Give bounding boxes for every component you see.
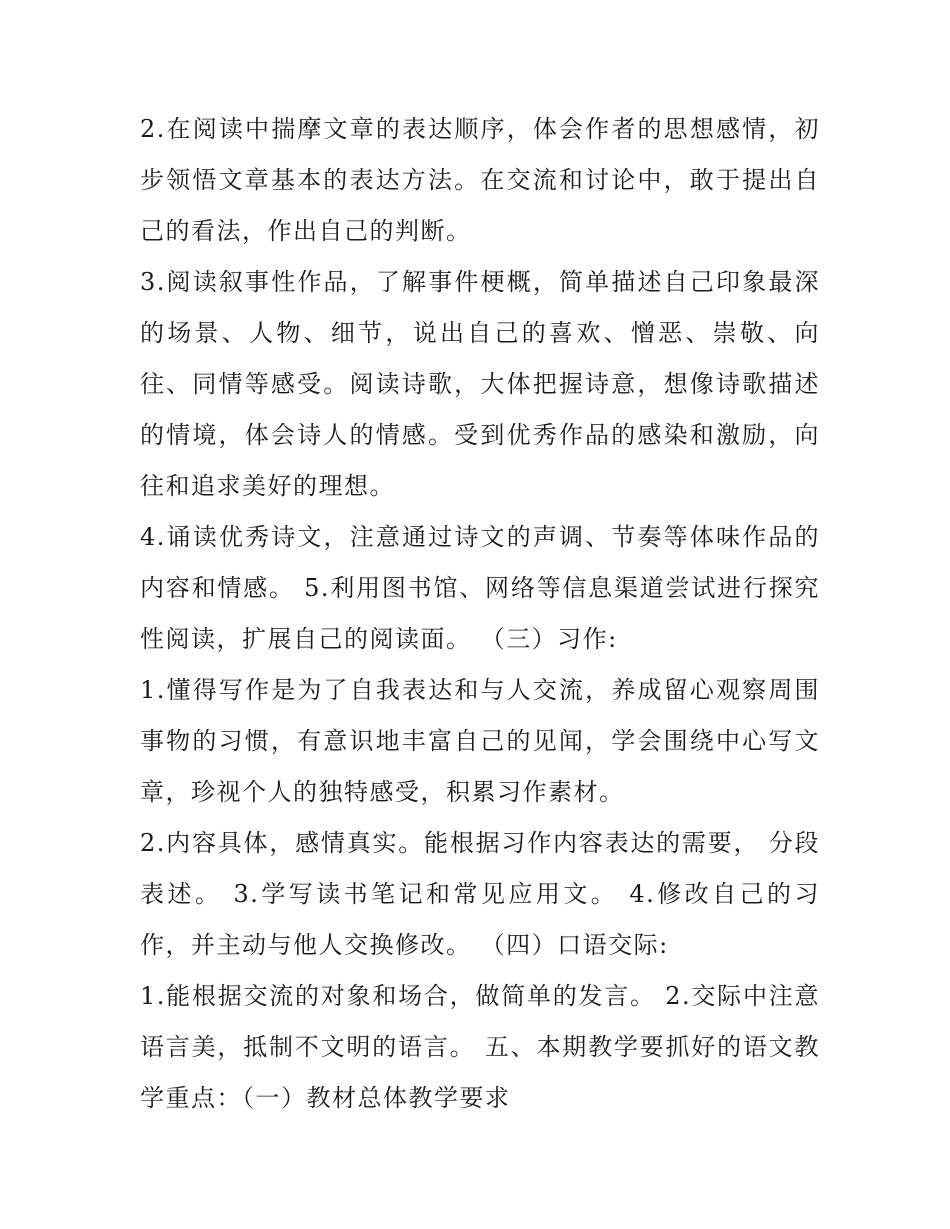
paragraph-writing-content: 2.内容具体，感情真实。能根据习作内容表达的需要， 分段表述。 3.学写读书笔记和常见应用文。 4.修改自己的习作，并主动与他人交换修改。 （四）口语交际: bbox=[140, 829, 820, 959]
paragraph-reading-order: 2.在阅读中揣摩文章的表达顺序，体会作者的思想感情，初步领悟文章基本的表达方法。在交流和讨论中，敢于提出自己的看法，作出自己的判断。 bbox=[140, 115, 820, 245]
document-body bbox=[140, 104, 820, 1124]
paragraph-oral-communication: 1.能根据交流的对象和场合，做简单的发言。 2.交际中注意语言美，抵制不文明的语言。 五、本期教学要抓好的语文教学重点：（一）教材总体教学要求 bbox=[140, 982, 820, 1112]
paragraph-narrative-reading: 3.阅读叙事性作品，了解事件梗概，简单描述自己印象最深的场景、人物、细节，说出自己的喜欢、憎恶、崇敬、向往、同情等感受。阅读诗歌，大体把握诗意，想像诗歌描述的情境，体会诗人的情感。受到优秀作品的感染和激励，向往和追求美好的理想。 bbox=[140, 268, 820, 500]
paragraph-writing-purpose: 1.懂得写作是为了自我表达和与人交流，养成留心观察周围事物的习惯，有意识地丰富自己的见闻，学会围绕中心写文章，珍视个人的独特感受，积累习作素材。 bbox=[140, 676, 820, 806]
paragraph-recitation: 4.诵读优秀诗文，注意通过诗文的声调、节奏等体味作品的内容和情感。 5.利用图书馆、网络等信息渠道尝试进行探究性阅读，扩展自己的阅读面。 （三）习作: bbox=[140, 523, 820, 653]
